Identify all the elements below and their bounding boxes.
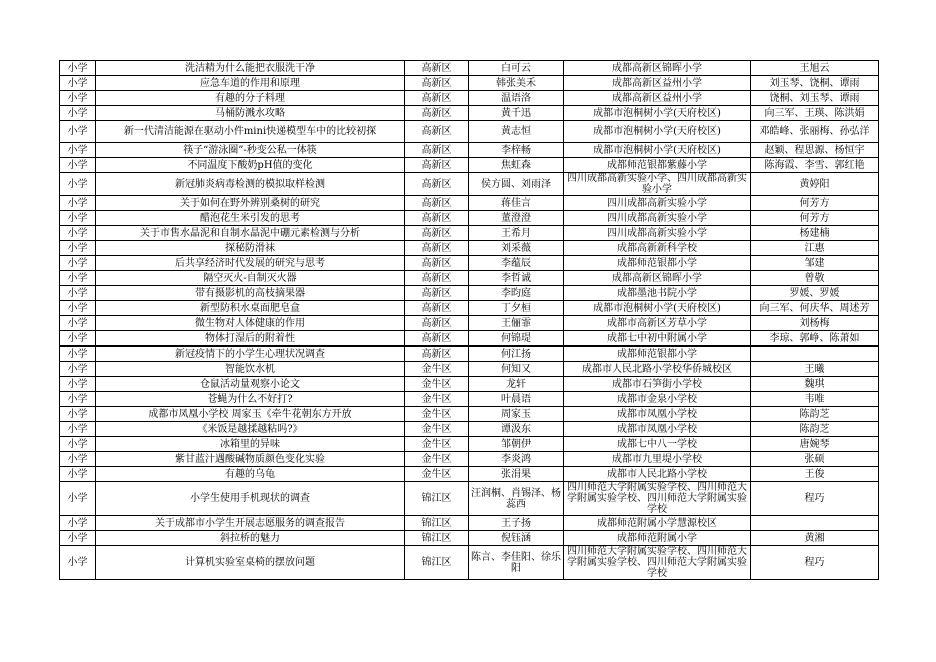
student-cell: 何知又	[469, 362, 564, 377]
student-cell: 汪润桐、肖锡泽、杨蕊西	[469, 482, 564, 516]
district-cell: 锦江区	[405, 546, 469, 580]
teacher-cell: 黄湘	[751, 531, 879, 546]
level-cell: 小学	[60, 286, 96, 301]
district-cell: 高新区	[405, 143, 469, 158]
teacher-cell: 魏琪	[751, 377, 879, 392]
teacher-cell: 王曦	[751, 362, 879, 377]
level-cell: 小学	[60, 173, 96, 196]
table-row	[60, 482, 879, 516]
title-cell: 带有摄影机的高枝摘果器	[96, 286, 405, 301]
teacher-cell: 江惠	[751, 241, 879, 256]
table-row	[60, 121, 879, 143]
title-cell: 不同温度下酸奶pH值的变化	[96, 158, 405, 173]
table-row	[60, 546, 879, 580]
district-cell: 锦江区	[405, 516, 469, 531]
table-body	[60, 61, 879, 580]
teacher-cell: 刘杨梅	[751, 316, 879, 331]
district-cell: 金牛区	[405, 392, 469, 407]
level-cell: 小学	[60, 241, 96, 256]
table-row	[60, 346, 879, 362]
school-cell: 成都市泡桐树小学(天府校区)	[564, 121, 751, 143]
teacher-cell: 邓皓峰、张丽梅、孙弘洋	[751, 121, 879, 143]
teacher-cell: 向三军、王瑛、陈洪娟	[751, 106, 879, 121]
table-row	[60, 286, 879, 301]
table-row	[60, 211, 879, 226]
teacher-cell: 曾敬	[751, 271, 879, 286]
title-cell: 计算机实验室桌椅的摆放问题	[96, 546, 405, 580]
school-cell: 成都市石笋街小学校	[564, 377, 751, 392]
title-cell: 新冠疫情下的小学生心理状况调查	[96, 346, 405, 362]
level-cell: 小学	[60, 331, 96, 347]
student-cell: 温语洛	[469, 91, 564, 106]
district-cell: 金牛区	[405, 422, 469, 437]
level-cell: 小学	[60, 482, 96, 516]
title-cell: 斜拉桥的魅力	[96, 531, 405, 546]
district-cell: 高新区	[405, 316, 469, 331]
school-cell: 成都高新区锦晖小学	[564, 271, 751, 286]
table-row	[60, 422, 879, 437]
school-cell: 四川成都高新实验小学、四川成都高新实验小学	[564, 173, 751, 196]
school-cell: 四川成都高新实验小学	[564, 226, 751, 241]
level-cell: 小学	[60, 531, 96, 546]
title-cell: 仓鼠活动量观察小论文	[96, 377, 405, 392]
district-cell: 高新区	[405, 286, 469, 301]
district-cell: 高新区	[405, 196, 469, 211]
table-row	[60, 316, 879, 331]
title-cell: 冰箱里的异味	[96, 437, 405, 452]
level-cell: 小学	[60, 516, 96, 531]
student-cell: 丁夕桓	[469, 301, 564, 316]
level-cell: 小学	[60, 362, 96, 377]
table-row	[60, 143, 879, 158]
district-cell: 高新区	[405, 256, 469, 271]
student-cell: 李蕴辰	[469, 256, 564, 271]
district-cell: 高新区	[405, 61, 469, 76]
title-cell: 新型防积水桌面肥皂盒	[96, 301, 405, 316]
student-cell: 焦虹森	[469, 158, 564, 173]
student-cell: 王希月	[469, 226, 564, 241]
district-cell: 金牛区	[405, 437, 469, 452]
table-row	[60, 158, 879, 173]
title-cell: 成都市凤凰小学校 周家玉《牵牛花朝东方开放	[96, 407, 405, 422]
level-cell: 小学	[60, 196, 96, 211]
teacher-cell: 陈韵芝	[751, 422, 879, 437]
table-row	[60, 106, 879, 121]
school-cell: 成都市凤凰小学校	[564, 407, 751, 422]
school-cell: 成都师范银都小学	[564, 346, 751, 362]
level-cell: 小学	[60, 121, 96, 143]
teacher-cell: 王旭云	[751, 61, 879, 76]
title-cell: 隔空灭火-自制灭火器	[96, 271, 405, 286]
title-cell: 筷子“游泳圈”-秒变公私一体筷	[96, 143, 405, 158]
district-cell: 高新区	[405, 173, 469, 196]
teacher-cell: 张硕	[751, 452, 879, 467]
district-cell: 高新区	[405, 121, 469, 143]
table-row	[60, 226, 879, 241]
district-cell: 高新区	[405, 76, 469, 91]
school-cell: 成都墨池书院小学	[564, 286, 751, 301]
teacher-cell: 罗媛、罗媛	[751, 286, 879, 301]
school-cell: 成都高新区益州小学	[564, 91, 751, 106]
student-cell: 周家玉	[469, 407, 564, 422]
table-row	[60, 377, 879, 392]
level-cell: 小学	[60, 452, 96, 467]
district-cell: 高新区	[405, 211, 469, 226]
title-cell: 关于市售水晶泥和自制水晶泥中硼元素检测与分析	[96, 226, 405, 241]
student-cell: 刘采薇	[469, 241, 564, 256]
student-cell: 白可云	[469, 61, 564, 76]
school-cell: 成都高新区锦晖小学	[564, 61, 751, 76]
title-cell: 微生物对人体健康的作用	[96, 316, 405, 331]
student-cell: 侯方圆、刘雨泽	[469, 173, 564, 196]
level-cell: 小学	[60, 546, 96, 580]
title-cell: 洗洁精为什么能把衣服洗干净	[96, 61, 405, 76]
title-cell: 后共享经济时代发展的研究与思考	[96, 256, 405, 271]
district-cell: 锦江区	[405, 531, 469, 546]
table-row	[60, 61, 879, 76]
teacher-cell: 李琼、郭峥、陈萧如	[751, 331, 879, 347]
district-cell: 高新区	[405, 241, 469, 256]
level-cell: 小学	[60, 316, 96, 331]
student-cell: 李炎鸿	[469, 452, 564, 467]
school-cell: 成都七中八一学校	[564, 437, 751, 452]
teacher-cell	[751, 346, 879, 362]
school-cell: 成都师范附属小学慧源校区	[564, 516, 751, 531]
title-cell: 新一代清洁能源在驱动小件mini快递模型车中的比较初探	[96, 121, 405, 143]
school-cell: 成都市人民北路小学校	[564, 467, 751, 482]
district-cell: 金牛区	[405, 362, 469, 377]
student-cell: 韩张美禾	[469, 76, 564, 91]
level-cell: 小学	[60, 256, 96, 271]
teacher-cell: 王俊	[751, 467, 879, 482]
school-cell: 成都师范附属小学	[564, 531, 751, 546]
student-cell: 倪钰涵	[469, 531, 564, 546]
title-cell: 《米饭是越揉越粘吗?》	[96, 422, 405, 437]
student-cell: 董澄澄	[469, 211, 564, 226]
table-row	[60, 407, 879, 422]
level-cell: 小学	[60, 437, 96, 452]
student-cell: 何锦瑅	[469, 331, 564, 347]
district-cell: 高新区	[405, 91, 469, 106]
title-cell: 有趣的乌龟	[96, 467, 405, 482]
table-row	[60, 256, 879, 271]
award-list-table	[59, 60, 879, 580]
student-cell: 谭汲东	[469, 422, 564, 437]
school-cell: 成都高新区益州小学	[564, 76, 751, 91]
teacher-cell: 赵颖、程思源、杨恒宇	[751, 143, 879, 158]
table-row	[60, 271, 879, 286]
table-row	[60, 437, 879, 452]
student-cell: 李昀庭	[469, 286, 564, 301]
title-cell: 应急车道的作用和原理	[96, 76, 405, 91]
teacher-cell: 向三军、何庆华、周述芳	[751, 301, 879, 316]
teacher-cell: 何芳方	[751, 196, 879, 211]
school-cell: 成都市凤凰小学校	[564, 422, 751, 437]
level-cell: 小学	[60, 61, 96, 76]
level-cell: 小学	[60, 467, 96, 482]
school-cell: 成都市泡桐树小学(天府校区)	[564, 301, 751, 316]
title-cell: 有趣的分子料理	[96, 91, 405, 106]
school-cell: 成都市高新区芳草小学	[564, 316, 751, 331]
district-cell: 金牛区	[405, 377, 469, 392]
district-cell: 金牛区	[405, 452, 469, 467]
teacher-cell: 陈海霞、李雪、郭红艳	[751, 158, 879, 173]
school-cell: 成都市泡桐树小学(天府校区)	[564, 106, 751, 121]
district-cell: 锦江区	[405, 482, 469, 516]
school-cell: 成都市九里堤小学校	[564, 452, 751, 467]
table-row	[60, 301, 879, 316]
teacher-cell: 陈韵芝	[751, 407, 879, 422]
student-cell: 龙轩	[469, 377, 564, 392]
table-row	[60, 392, 879, 407]
title-cell: 紫甘蓝汁遇酸碱物质颜色变化实验	[96, 452, 405, 467]
student-cell: 张涓果	[469, 467, 564, 482]
table-row	[60, 76, 879, 91]
school-cell: 四川成都高新实验小学	[564, 196, 751, 211]
school-cell: 成都市泡桐树小学(天府校区)	[564, 143, 751, 158]
level-cell: 小学	[60, 76, 96, 91]
student-cell: 叶晨语	[469, 392, 564, 407]
teacher-cell: 饶桐、刘玉琴、谭雨	[751, 91, 879, 106]
title-cell: 马桶防溅水攻略	[96, 106, 405, 121]
student-cell: 蒋佳言	[469, 196, 564, 211]
teacher-cell: 何芳方	[751, 211, 879, 226]
table-row	[60, 516, 879, 531]
level-cell: 小学	[60, 377, 96, 392]
title-cell: 物体打湿后的附着性	[96, 331, 405, 347]
student-cell: 李哲诚	[469, 271, 564, 286]
student-cell: 黄志恒	[469, 121, 564, 143]
level-cell: 小学	[60, 346, 96, 362]
school-cell: 四川成都高新实验小学	[564, 211, 751, 226]
level-cell: 小学	[60, 271, 96, 286]
table-row	[60, 331, 879, 347]
student-cell: 黄千迅	[469, 106, 564, 121]
title-cell: 醋泡花生米引发的思考	[96, 211, 405, 226]
level-cell: 小学	[60, 226, 96, 241]
table-row	[60, 362, 879, 377]
table-row	[60, 531, 879, 546]
level-cell: 小学	[60, 392, 96, 407]
title-cell: 探秘防滑袜	[96, 241, 405, 256]
school-cell: 成都师范银都紫藤小学	[564, 158, 751, 173]
table-row	[60, 452, 879, 467]
district-cell: 高新区	[405, 106, 469, 121]
school-cell: 四川师范大学附属实验学校、四川师范大学附属实验学校、四川师范大学附属实验学校	[564, 482, 751, 516]
teacher-cell: 黄婷阳	[751, 173, 879, 196]
district-cell: 高新区	[405, 226, 469, 241]
level-cell: 小学	[60, 407, 96, 422]
title-cell: 新冠肺炎病毒检测的模拟取样检测	[96, 173, 405, 196]
title-cell: 关于如何在野外辨别桑树的研究	[96, 196, 405, 211]
school-cell: 成都七中初中附属小学	[564, 331, 751, 347]
district-cell: 金牛区	[405, 407, 469, 422]
level-cell: 小学	[60, 422, 96, 437]
level-cell: 小学	[60, 301, 96, 316]
district-cell: 高新区	[405, 271, 469, 286]
level-cell: 小学	[60, 158, 96, 173]
teacher-cell	[751, 516, 879, 531]
district-cell: 高新区	[405, 158, 469, 173]
table-row	[60, 467, 879, 482]
title-cell: 小学生使用手机现状的调查	[96, 482, 405, 516]
student-cell: 王俪霏	[469, 316, 564, 331]
school-cell: 成都市金泉小学校	[564, 392, 751, 407]
title-cell: 关于成都市小学生开展志愿服务的调查报告	[96, 516, 405, 531]
table-row	[60, 173, 879, 196]
school-cell: 成都市人民北路小学校华侨城校区	[564, 362, 751, 377]
title-cell: 苍蝇为什么不好打?	[96, 392, 405, 407]
teacher-cell: 唐婉琴	[751, 437, 879, 452]
teacher-cell: 程巧	[751, 482, 879, 516]
student-cell: 李梓畅	[469, 143, 564, 158]
student-cell: 王子扬	[469, 516, 564, 531]
teacher-cell: 韦唯	[751, 392, 879, 407]
student-cell: 邹朝伊	[469, 437, 564, 452]
school-cell: 四川师范大学附属实验学校、四川师范大学附属实验学校、四川师范大学附属实验学校	[564, 546, 751, 580]
level-cell: 小学	[60, 106, 96, 121]
table-row	[60, 91, 879, 106]
table-row	[60, 241, 879, 256]
district-cell: 高新区	[405, 346, 469, 362]
teacher-cell: 刘玉琴、饶桐、谭雨	[751, 76, 879, 91]
title-cell: 智能饮水机	[96, 362, 405, 377]
district-cell: 高新区	[405, 331, 469, 347]
school-cell: 成都师范银都小学	[564, 256, 751, 271]
district-cell: 高新区	[405, 301, 469, 316]
level-cell: 小学	[60, 91, 96, 106]
teacher-cell: 程巧	[751, 546, 879, 580]
student-cell: 陈言、李佳阳、徐乐阳	[469, 546, 564, 580]
level-cell: 小学	[60, 211, 96, 226]
teacher-cell: 杨建楠	[751, 226, 879, 241]
level-cell: 小学	[60, 143, 96, 158]
school-cell: 成都高新新科学校	[564, 241, 751, 256]
district-cell: 金牛区	[405, 467, 469, 482]
student-cell: 何江扬	[469, 346, 564, 362]
table-row	[60, 196, 879, 211]
teacher-cell: 邹建	[751, 256, 879, 271]
